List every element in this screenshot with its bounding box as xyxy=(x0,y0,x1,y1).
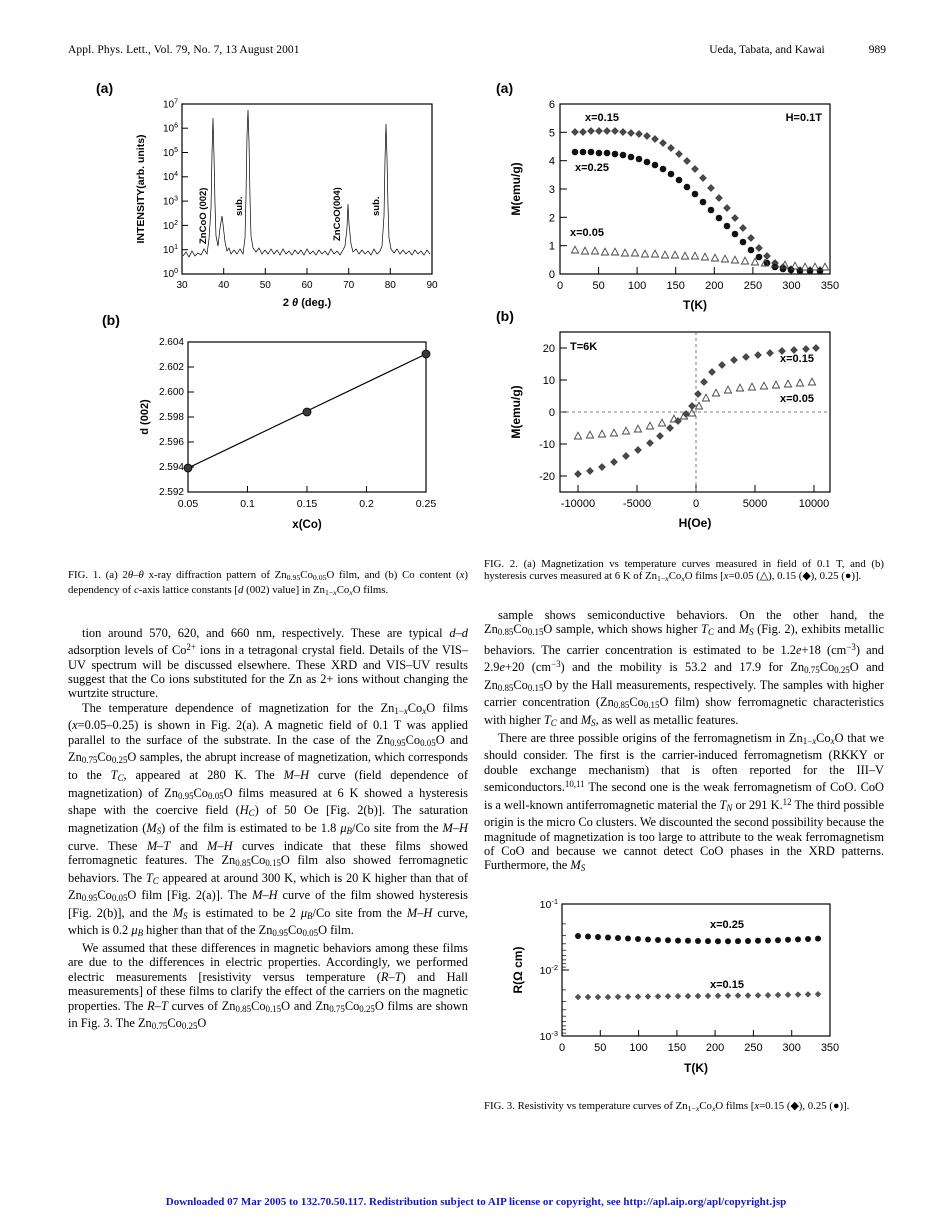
figure-3-plot xyxy=(500,896,870,1096)
figure-2b-plot xyxy=(500,324,870,549)
svg-text:x(Co): x(Co) xyxy=(292,519,322,531)
svg-text:100: $10^0$ xyxy=(162,268,178,280)
svg-text:T(K): T(K) xyxy=(683,298,707,312)
paragraph: The temperature dependence of magnetization for the $Zn_{1-x}Co_xO$ films (x=0.05–0.25) is shown in Fig. 2(a). A magnetic field of 0.1 T was applied parallel to the surface of the substrate. In the case of the $Zn_{0.95}Co_{0.05}O$ and $Zn_{0.75}Co_{0.25}O$ samples, the abrupt increase of magnetization, which corresponds to the $T_C$, appeared at 280 K. The M–H curve (field dependence of magnetization) of $Zn_{0.95}Co_{0.05}O$ films measured at 6 K showed a hysteresis shape with the coercive field $(H_C)$ of 50 Oe [Fig. 2(b)]. The saturation magnetization $(M_S)$ of the film is estimated to be 1.8 $\mu_B/Co$ site from the M–H curve. These M–T and M–H curves indicate that these films showed ferromagnetic features. The $Zn_{0.85}Co_{0.15}O$ film also showed ferromagnetic behaviors. The $T_C$ appeared at around 300 K, which is 20 K higher than that of $Zn_{0.95}Co_{0.05}O$ film [Fig. 2(a)]. The M–H curve of the film showed hysteresis [Fig. 2(b)], and the $M_S$ is estimated to be 2 $\mu_B/Co$ site from the M–H curve, which is 0.2 $\mu_B$ higher than that of the $Zn_{0.95}Co_{0.05}O$ film. xyxy=(68,700,469,939)
svg-text:104: $10^4$ xyxy=(162,171,178,184)
svg-text:103: $10^3$ xyxy=(162,195,178,208)
svg-text:x=0.25: x=0.25 xyxy=(710,919,744,932)
svg-text:6: 6 xyxy=(548,99,555,111)
svg-text:90: 90 xyxy=(426,280,438,291)
svg-text:x=0.15: x=0.15 xyxy=(780,353,814,365)
svg-text:5000: 5000 xyxy=(742,498,768,510)
svg-text:x=0.05: x=0.05 xyxy=(780,393,814,405)
svg-text:sub.: sub. xyxy=(234,196,245,216)
svg-text:10-2: $10^{-2}$ xyxy=(539,963,558,978)
figure-2 xyxy=(484,80,884,550)
svg-text:x=0.25: x=0.25 xyxy=(575,162,609,174)
paragraph: We assumed that these differences in magnetic behaviors among these films are due to the differences in electric properties. Accordingly, we performed electric measurements [resistivity versus temperature (R–T) and Hall measurements] of these films to clarify the effect of the carriers on the magnetic properties. The R–T curves of $Zn_{0.85}Co_{0.15}O$ and $Zn_{0.75}Co_{0.25}O$ films are shown in Fig. 3. The $Zn_{0.75}Co_{0.25}O$ xyxy=(68,941,468,1032)
svg-text:x=0.15: x=0.15 xyxy=(710,979,744,992)
svg-text:5: 5 xyxy=(548,127,555,140)
svg-text:4: 4 xyxy=(548,155,555,168)
svg-text:300: 300 xyxy=(782,280,801,292)
svg-text:x=0.05: x=0.05 xyxy=(570,227,604,239)
journal-reference: Appl. Phys. Lett., Vol. 79, No. 7, 13 August 2001 xyxy=(68,44,300,56)
svg-text:10-3: $10^{-3}$ xyxy=(539,1029,558,1044)
svg-text:50: 50 xyxy=(259,280,271,291)
svg-text:ZnCoO(004): ZnCoO(004) xyxy=(332,187,343,241)
svg-text:350: 350 xyxy=(820,280,840,292)
svg-text:0.05: 0.05 xyxy=(177,498,199,510)
svg-text:250: 250 xyxy=(743,280,763,292)
figure-3 xyxy=(484,896,884,1096)
svg-text:2.604: 2.604 xyxy=(158,337,184,348)
svg-text:10: 10 xyxy=(542,375,555,387)
download-notice: Downloaded 07 Mar 2005 to 132.70.50.117. Redistribution subject to AIP license or copyright, see http://apl.aip.org/apl/copyright.jsp xyxy=(165,1196,787,1208)
svg-text:2: 2 xyxy=(548,212,555,225)
svg-text:50: 50 xyxy=(592,280,605,292)
svg-text:sub.: sub. xyxy=(371,196,382,216)
svg-text:200: 200 xyxy=(705,280,724,292)
svg-text:10000: 10000 xyxy=(798,498,830,510)
svg-text:102: $10^2$ xyxy=(162,219,178,232)
svg-text:2.602: 2.602 xyxy=(158,362,184,373)
paragraph: There are three possible origins of the ferromagnetism in $Zn_{1-x}Co_xO$ that we should consider. The first is the carrier-induced ferromagnetism (RKKY or double exchange mechanism) that is often reported for the III–V semiconductors.$^{10,11}$ The second one is the weak ferromagnetism of CoO. CoO is a well-known antiferromagnetic material the $T_N$ or 291 K.$^{12}$ The third possible origin is the micro Co clusters. We discounted the second possibility because the magnitude of magnetization is too large to attribute to the weak ferromagnetism of CoO and because we cannot detect CoO phases in the XRD patterns. Furthermore, the $M_S$ xyxy=(484,730,885,874)
svg-text:2.600: 2.600 xyxy=(158,387,184,398)
svg-text:M(emu/g): M(emu/g) xyxy=(509,162,523,216)
svg-text:70: 70 xyxy=(343,280,355,291)
figure-1-caption: FIG. 1. (a) 2θ–θ x-ray diffraction pattern of $Zn_{0.95}Co_{0.05}O$ film, and (b) Co content (x) dependency of c-axis lattice constants [d (002) value] in $Zn_{1-x}Co_xO$ films. xyxy=(68,569,468,598)
svg-text:150: 150 xyxy=(667,1042,687,1055)
svg-text:M(emu/g): M(emu/g) xyxy=(509,385,523,439)
svg-text:x=0.15: x=0.15 xyxy=(585,112,619,124)
svg-text:300: 300 xyxy=(782,1042,801,1055)
svg-text:-10: -10 xyxy=(539,439,555,451)
svg-text:0.15: 0.15 xyxy=(296,498,318,510)
figure-1a-panel-label: (a) xyxy=(96,80,114,96)
figure-1b-plot xyxy=(126,332,456,547)
svg-text:INTENSITY(arb. units): INTENSITY(arb. units) xyxy=(135,134,147,244)
figure-2b-panel-label: (b) xyxy=(496,308,514,324)
right-column-body xyxy=(484,608,884,876)
paragraph: sample shows semiconductive behaviors. On the other hand, the $Zn_{0.85}Co_{0.15}O$ sample, which shows higher $T_C$ and $M_S$ (Fig. 2), exhibits metallic behaviors. The carrier concentration is estimated to be 1.2e+18 $(cm^{-3})$ and 2.9e+20 $(cm^{-3})$ and the mobility is 53.2 and 17.9 for $Zn_{0.75}Co_{0.25}O$ and $Zn_{0.85}Co_{0.15}O$ by the Hall measurements, respectively. The samples with higher carrier concentration ($Zn_{0.85}Co_{0.15}O$ film) show ferromagnetic characteristics with higher $T_C$ and $M_S$, as well as metallic features. xyxy=(484,607,885,729)
svg-text:-20: -20 xyxy=(539,471,555,483)
svg-text:R(Ω cm): R(Ω cm) xyxy=(511,946,525,994)
svg-text:10-1: $10^{-1}$ xyxy=(539,897,558,912)
svg-text:2.596: 2.596 xyxy=(158,437,184,448)
svg-text:0: 0 xyxy=(558,1042,566,1055)
svg-text:-10000: -10000 xyxy=(560,498,596,510)
running-head xyxy=(68,44,886,56)
figure-2-caption: FIG. 2. (a) Magnetization vs temperature curves measured in field of 0.1 T, and (b) hysteresis curves measured at 6 K of $Zn_{1-x}Co_xO$ films [x=0.05 (△), 0.15 (◆), 0.25 (●)]. xyxy=(484,558,884,584)
svg-text:2.592: 2.592 xyxy=(158,487,184,498)
svg-text:150: 150 xyxy=(666,280,685,292)
svg-text:T=6K: T=6K xyxy=(570,341,598,353)
svg-text:H(Oe): H(Oe) xyxy=(678,516,712,530)
svg-text:0: 0 xyxy=(556,280,564,292)
svg-text:40: 40 xyxy=(218,280,230,291)
figure-1a-plot xyxy=(126,96,456,316)
svg-text:200: 200 xyxy=(705,1042,725,1055)
svg-text:80: 80 xyxy=(384,280,396,291)
svg-text:H=0.1T: H=0.1T xyxy=(785,112,822,124)
svg-text:100: 100 xyxy=(629,1042,648,1055)
svg-text:0.1: 0.1 xyxy=(240,498,255,510)
svg-text:2 θ (deg.): 2 θ (deg.) xyxy=(282,297,332,309)
svg-text:0: 0 xyxy=(548,407,555,419)
svg-text:0.25: 0.25 xyxy=(415,498,437,510)
svg-text:d (002): d (002) xyxy=(139,399,151,435)
svg-text:350: 350 xyxy=(820,1042,840,1055)
svg-text:T(K): T(K) xyxy=(684,1061,708,1076)
svg-text:106: $10^6$ xyxy=(162,122,178,135)
svg-text:0.2: 0.2 xyxy=(359,498,374,510)
svg-text:0: 0 xyxy=(692,498,700,510)
svg-text:20: 20 xyxy=(542,343,555,355)
left-column xyxy=(68,80,468,1034)
svg-text:100: 100 xyxy=(627,280,647,292)
author-list: Ueda, Tabata, and Kawai xyxy=(709,44,825,56)
svg-text:2.598: 2.598 xyxy=(158,412,184,423)
figure-1b-panel-label: (b) xyxy=(102,312,120,328)
svg-text:250: 250 xyxy=(744,1042,763,1055)
svg-text:0: 0 xyxy=(548,269,555,281)
figure-2a-plot xyxy=(500,96,870,321)
svg-text:-5000: -5000 xyxy=(622,498,652,510)
svg-text:50: 50 xyxy=(594,1042,607,1055)
figure-2a-panel-label: (a) xyxy=(496,80,514,96)
svg-text:30: 30 xyxy=(176,280,188,291)
svg-text:101: $10^1$ xyxy=(162,244,178,256)
svg-text:107: $10^7$ xyxy=(162,98,178,111)
svg-text:3: 3 xyxy=(548,184,555,196)
figure-3-caption: FIG. 3. Resistivity vs temperature curves of $Zn_{1-x}Co_xO$ films [x=0.15 (◆), 0.25 (●)]. xyxy=(484,1100,850,1113)
svg-text:ZnCoO (002): ZnCoO (002) xyxy=(198,187,209,244)
paragraph: tion around 570, 620, and 660 nm, respectively. These are typical d–d adsorption levels of $Co^{2+}$ ions in a tetragonal crystal field. Details of the VIS–UV spectrum will be discussed elsewhere. These XRD and VIS–UV results suggest that the Co ions substituted for the Zn as 2+ ions without changing the wurtzite structure. xyxy=(68,625,468,701)
svg-text:105: $10^5$ xyxy=(162,146,178,159)
figure-1 xyxy=(68,80,468,555)
page-number: 989 xyxy=(868,44,886,56)
svg-text:60: 60 xyxy=(301,280,313,291)
svg-text:2.594: 2.594 xyxy=(158,462,184,473)
right-column xyxy=(484,80,884,1115)
svg-text:1: 1 xyxy=(548,240,555,253)
left-column-body xyxy=(68,626,468,1034)
